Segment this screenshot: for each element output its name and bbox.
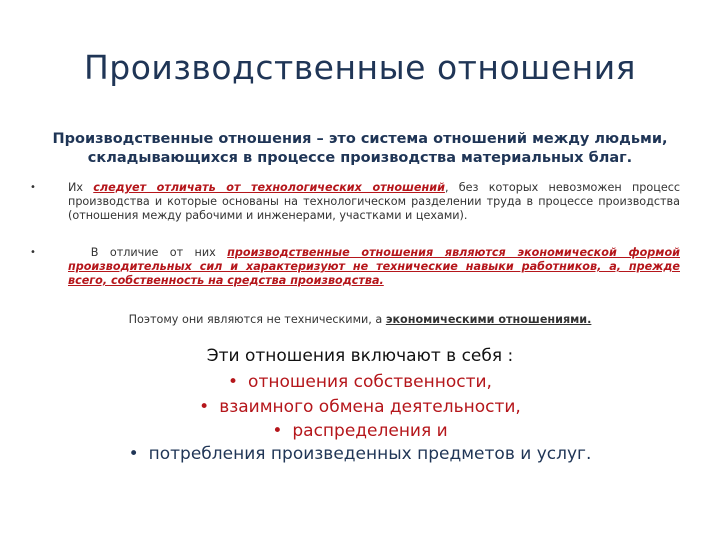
intro-definition bbox=[40, 130, 680, 168]
bullet-dot-icon: • bbox=[228, 372, 239, 392]
bullet-dot-icon: • bbox=[199, 397, 210, 417]
bullet-dot-icon: • bbox=[30, 182, 36, 193]
list-item bbox=[0, 372, 720, 392]
list-item-text: взаимного обмена деятельности, bbox=[219, 397, 521, 417]
slide-title: Производственные отношения bbox=[83, 48, 637, 87]
conclusion-emphasis: экономическими отношениями. bbox=[385, 313, 592, 326]
list-item bbox=[0, 444, 720, 464]
bullet-text bbox=[68, 181, 680, 223]
list-item bbox=[0, 421, 720, 441]
bullet-highlight: производственные отношения являются экономической формой производительных сил и характеризуют не технические навыки работников, а, прежде всего, собственность на средства производства. bbox=[68, 246, 680, 287]
intro-line-1: Производственные отношения – это система отношений между людьми, bbox=[52, 131, 668, 147]
bullet-dot-icon: • bbox=[272, 421, 283, 441]
intro-line-2: складывающихся в процессе производства материальных благ. bbox=[87, 150, 633, 166]
conclusion-line bbox=[0, 313, 720, 326]
bullet-item-technological bbox=[30, 181, 680, 223]
bullet-item-economic bbox=[30, 246, 680, 288]
list-item bbox=[0, 397, 720, 417]
list-heading: Эти отношения включают в себя : bbox=[206, 346, 514, 366]
list-item-text: распределения и bbox=[292, 421, 448, 441]
bullet-prefix: В отличие от них bbox=[90, 246, 228, 259]
list-item-text: потребления произведенных предметов и услуг. bbox=[148, 444, 592, 464]
list-item-text: отношения собственности, bbox=[248, 372, 492, 392]
bullet-text bbox=[68, 246, 680, 288]
bullet-dot-icon: • bbox=[128, 444, 139, 464]
bullet-highlight: следует отличать от технологических отношений bbox=[93, 181, 445, 194]
bullet-dot-icon: • bbox=[30, 247, 36, 258]
bullet-rest: , без которых невозможен процесс производства и которые основаны на технологическом разделении труда в процессе производства (отношения между рабочими и инженерами, участками и цехами). bbox=[68, 181, 681, 222]
bullet-prefix: Их bbox=[68, 181, 94, 194]
conclusion-prefix: Поэтому они являются не техническими, а bbox=[128, 313, 386, 326]
